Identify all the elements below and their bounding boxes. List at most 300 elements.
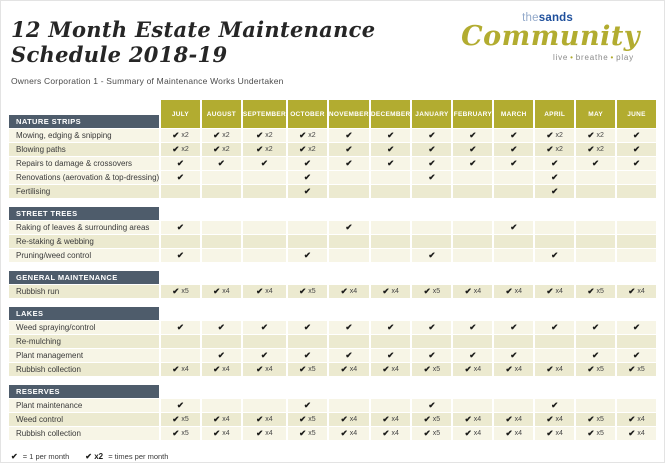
checkmark-icon: ✔ xyxy=(587,130,595,141)
schedule-cell-blowing-paths-october xyxy=(288,143,327,156)
schedule-cell-re-staking-webbing-march xyxy=(494,235,533,248)
row-label-re-mulching: Re-mulching xyxy=(9,335,159,348)
schedule-cell-rubbish-run-october xyxy=(288,285,327,298)
row-label-rubbish-run: Rubbish run xyxy=(9,285,159,298)
schedule-cell-raking-of-leaves-surrounding-areas-august xyxy=(202,221,241,234)
month-header-november: NOVEMBER xyxy=(329,100,369,128)
schedule-cell-weed-control-september xyxy=(243,413,286,426)
row-label-raking-of-leaves-surrounding-areas: Raking of leaves & surrounding areas xyxy=(9,221,159,234)
schedule-cell-renovations-aerovation-top-dressing--april xyxy=(535,171,574,184)
checkmark-icon: ✔ xyxy=(299,364,307,375)
schedule-cell-pruning-weed-control-august xyxy=(202,249,241,262)
checkmark-icon: ✔ xyxy=(172,286,180,297)
schedule-cell-rubbish-run-april xyxy=(535,285,574,298)
schedule-cell-plant-maintenance-december xyxy=(371,399,411,412)
checkmark-icon: ✔ xyxy=(256,144,264,155)
schedule-cell-rubbish-collection-june xyxy=(617,427,656,440)
schedule-cell-mowing-edging-snipping-march xyxy=(494,129,533,142)
checkmark-icon: ✔ xyxy=(176,158,185,169)
checkmark-icon: ✔ xyxy=(303,322,311,333)
schedule-cell-re-mulching-march xyxy=(494,335,533,348)
schedule-cell-blowing-paths-july xyxy=(161,143,200,156)
schedule-cell-re-staking-webbing-june xyxy=(617,235,656,248)
checkmark-icon: ✔ xyxy=(587,286,595,297)
frequency-label: x5 xyxy=(308,366,316,373)
checkmark-icon: ✔ xyxy=(428,322,436,333)
checkmark-icon: ✔ xyxy=(213,364,221,375)
schedule-cell-fertilising-january xyxy=(412,185,451,198)
schedule-cell-plant-maintenance-february xyxy=(453,399,492,412)
checkmark-icon: ✔ xyxy=(382,364,390,375)
frequency-label: x4 xyxy=(555,366,563,373)
frequency-label: x5 xyxy=(181,416,189,423)
page-title: 12 Month Estate Maintenance Schedule 2018-19 xyxy=(11,17,376,67)
schedule-cell-repairs-to-damage-crossovers-november xyxy=(329,157,369,170)
checkmark-icon: ✔ xyxy=(176,322,185,333)
checkmark-icon: ✔ xyxy=(345,144,353,155)
checkmark-icon: ✔ xyxy=(423,414,431,425)
legend-item xyxy=(11,452,69,461)
frequency-label: x2 xyxy=(181,146,189,153)
frequency-label: x4 xyxy=(473,366,482,373)
section-header-cell xyxy=(9,100,159,128)
schedule-cell-rubbish-collection-february xyxy=(453,363,492,376)
checkmark-icon: ✔ xyxy=(172,428,180,439)
schedule-cell-re-staking-webbing-february xyxy=(453,235,492,248)
schedule-cell-weed-control-november xyxy=(329,413,369,426)
schedule-cell-weed-spraying-control-november xyxy=(329,321,369,334)
frequency-label: x5 xyxy=(181,288,189,295)
frequency-label: x4 xyxy=(349,416,358,423)
checkmark-icon: ✔ xyxy=(428,158,436,169)
logo-tagline xyxy=(461,54,640,62)
section-header-reserves: RESERVES xyxy=(9,385,159,398)
schedule-cell-plant-maintenance-october xyxy=(288,399,327,412)
schedule-cell-renovations-aerovation-top-dressing--november xyxy=(329,171,369,184)
schedule-cell-rubbish-collection-february xyxy=(453,427,492,440)
section-header-filler xyxy=(161,307,656,320)
schedule-cell-repairs-to-damage-crossovers-july xyxy=(161,157,200,170)
schedule-cell-rubbish-collection-december xyxy=(371,427,411,440)
checkmark-icon: ✔ xyxy=(469,350,477,361)
row-label-re-staking-webbing: Re-staking & webbing xyxy=(9,235,159,248)
frequency-label: x4 xyxy=(222,430,230,437)
schedule-cell-weed-spraying-control-september xyxy=(243,321,286,334)
row-label-repairs-to-damage-crossovers: Repairs to damage & crossovers xyxy=(9,157,159,170)
checkmark-icon: ✔ xyxy=(256,428,264,439)
schedule-cell-rubbish-collection-april xyxy=(535,363,574,376)
checkmark-icon: ✔ xyxy=(260,350,268,361)
checkmark-icon: ✔ xyxy=(387,144,395,155)
frequency-label: x2 xyxy=(222,132,230,139)
schedule-cell-re-staking-webbing-april xyxy=(535,235,574,248)
schedule-cell-blowing-paths-february xyxy=(453,143,492,156)
checkmark-icon: ✔ xyxy=(464,428,472,439)
schedule-cell-re-mulching-october xyxy=(288,335,327,348)
schedule-cell-weed-control-december xyxy=(371,413,411,426)
month-header-july: JULY xyxy=(161,100,200,128)
schedule-cell-rubbish-run-january xyxy=(412,285,451,298)
schedule-cell-repairs-to-damage-crossovers-february xyxy=(453,157,492,170)
frequency-label: x2 xyxy=(308,132,316,139)
schedule-cell-plant-management-october xyxy=(288,349,327,362)
row-label-plant-maintenance: Plant maintenance xyxy=(9,399,159,412)
checkmark-icon: ✔ xyxy=(340,286,348,297)
schedule-cell-plant-maintenance-january xyxy=(412,399,451,412)
frequency-label: x2 xyxy=(265,146,273,153)
checkmark-icon: ✔ xyxy=(256,414,264,425)
schedule-cell-repairs-to-damage-crossovers-august xyxy=(202,157,241,170)
schedule-cell-rubbish-run-june xyxy=(617,285,656,298)
schedule-cell-pruning-weed-control-may xyxy=(576,249,615,262)
schedule-cell-re-staking-webbing-september xyxy=(243,235,286,248)
schedule-cell-fertilising-november xyxy=(329,185,369,198)
schedule-cell-repairs-to-damage-crossovers-march xyxy=(494,157,533,170)
checkmark-icon: ✔ xyxy=(176,172,185,183)
schedule-cell-raking-of-leaves-surrounding-areas-november xyxy=(329,221,369,234)
checkmark-icon: ✔ xyxy=(299,130,307,141)
schedule-cell-weed-spraying-control-april xyxy=(535,321,574,334)
checkmark-icon: ✔ xyxy=(260,158,268,169)
checkmark-icon: ✔ xyxy=(382,414,390,425)
schedule-cell-repairs-to-damage-crossovers-september xyxy=(243,157,286,170)
schedule-cell-pruning-weed-control-january xyxy=(412,249,451,262)
checkmark-icon: ✔ xyxy=(299,144,307,155)
month-header-april: APRIL xyxy=(535,100,574,128)
frequency-label: x2 xyxy=(265,132,273,139)
schedule-cell-plant-maintenance-may xyxy=(576,399,615,412)
section-spacer xyxy=(9,377,656,384)
page-subtitle: Owners Corporation 1 - Summary of Maintenance Works Undertaken xyxy=(11,76,284,86)
checkmark-icon: ✔ xyxy=(587,428,595,439)
schedule-cell-plant-management-august xyxy=(202,349,241,362)
checkmark-icon: ✔ xyxy=(510,144,518,155)
schedule-cell-rubbish-collection-october xyxy=(288,427,327,440)
frequency-label: x2 xyxy=(596,132,604,139)
row-label-weed-control: Weed control xyxy=(9,413,159,426)
schedule-cell-blowing-paths-march xyxy=(494,143,533,156)
month-header-august: AUGUST xyxy=(202,100,241,128)
checkmark-icon: ✔ xyxy=(260,322,268,333)
checkmark-icon: ✔ xyxy=(423,364,431,375)
schedule-cell-pruning-weed-control-june xyxy=(617,249,656,262)
frequency-label: x4 xyxy=(391,430,399,437)
frequency-label: x2 xyxy=(555,132,563,139)
schedule-cell-pruning-weed-control-november xyxy=(329,249,369,262)
checkmark-icon: ✔ xyxy=(628,364,636,375)
checkmark-icon: ✔ xyxy=(303,158,311,169)
checkmark-icon: ✔ xyxy=(505,414,513,425)
schedule-cell-plant-management-june xyxy=(617,349,656,362)
checkmark-icon: ✔ x2 xyxy=(85,452,104,461)
schedule-cell-weed-spraying-control-january xyxy=(412,321,451,334)
checkmark-icon: ✔ xyxy=(546,144,554,155)
schedule-cell-mowing-edging-snipping-june xyxy=(617,129,656,142)
row-label-renovations-aerovation-top-dressing-: Renovations (aerovation & top-dressing) xyxy=(9,171,159,184)
schedule-cell-renovations-aerovation-top-dressing--december xyxy=(371,171,411,184)
checkmark-icon: ✔ xyxy=(587,364,595,375)
logo-sands-text: sands xyxy=(538,12,573,24)
schedule-cell-raking-of-leaves-surrounding-areas-january xyxy=(412,221,451,234)
schedule-cell-rubbish-run-december xyxy=(371,285,411,298)
checkmark-icon: ✔ xyxy=(428,172,436,183)
schedule-cell-pruning-weed-control-october xyxy=(288,249,327,262)
schedule-cell-pruning-weed-control-march xyxy=(494,249,533,262)
schedule-cell-weed-spraying-control-march xyxy=(494,321,533,334)
schedule-cell-renovations-aerovation-top-dressing--february xyxy=(453,171,492,184)
frequency-label: x4 xyxy=(514,288,523,295)
schedule-cell-weed-spraying-control-july xyxy=(161,321,200,334)
schedule-cell-fertilising-june xyxy=(617,185,656,198)
frequency-label: x4 xyxy=(473,416,482,423)
schedule-cell-fertilising-march xyxy=(494,185,533,198)
schedule-cell-raking-of-leaves-surrounding-areas-april xyxy=(535,221,574,234)
section-spacer xyxy=(9,263,656,270)
logo-community-script: Community xyxy=(461,20,640,52)
checkmark-icon: ✔ xyxy=(387,350,395,361)
schedule-cell-re-mulching-january xyxy=(412,335,451,348)
schedule-cell-plant-maintenance-july xyxy=(161,399,200,412)
legend-item xyxy=(85,452,168,461)
checkmark-icon: ✔ xyxy=(551,158,559,169)
checkmark-icon: ✔ xyxy=(217,350,225,361)
checkmark-icon: ✔ xyxy=(505,286,513,297)
frequency-label: x4 xyxy=(391,366,399,373)
schedule-cell-repairs-to-damage-crossovers-may xyxy=(576,157,615,170)
checkmark-icon: ✔ xyxy=(628,428,636,439)
checkmark-icon: ✔ xyxy=(551,172,559,183)
frequency-label: x5 xyxy=(432,288,441,295)
schedule-cell-plant-maintenance-june xyxy=(617,399,656,412)
frequency-label: x4 xyxy=(265,366,273,373)
schedule-cell-mowing-edging-snipping-december xyxy=(371,129,411,142)
schedule-cell-raking-of-leaves-surrounding-areas-september xyxy=(243,221,286,234)
checkmark-icon: ✔ xyxy=(469,322,477,333)
schedule-cell-renovations-aerovation-top-dressing--may xyxy=(576,171,615,184)
checkmark-icon: ✔ xyxy=(172,130,180,141)
section-header-filler xyxy=(161,385,656,398)
schedule-cell-fertilising-may xyxy=(576,185,615,198)
row-label-weed-spraying-control: Weed spraying/control xyxy=(9,321,159,334)
schedule-cell-blowing-paths-september xyxy=(243,143,286,156)
schedule-cell-rubbish-run-march xyxy=(494,285,533,298)
checkmark-icon: ✔ xyxy=(587,414,595,425)
schedule-cell-weed-spraying-control-august xyxy=(202,321,241,334)
checkmark-icon: ✔ xyxy=(592,158,600,169)
checkmark-icon: ✔ xyxy=(340,428,348,439)
checkmark-icon: ✔ xyxy=(469,158,477,169)
schedule-cell-repairs-to-damage-crossovers-october xyxy=(288,157,327,170)
frequency-label: x4 xyxy=(349,366,358,373)
checkmark-icon: ✔ xyxy=(428,144,436,155)
section-header-street-trees: STREET TREES xyxy=(9,207,159,220)
schedule-cell-re-mulching-may xyxy=(576,335,615,348)
checkmark-icon: ✔ xyxy=(464,364,472,375)
frequency-label: x5 xyxy=(308,288,316,295)
schedule-cell-weed-spraying-control-december xyxy=(371,321,411,334)
frequency-label: x4 xyxy=(637,416,645,423)
schedule-cell-pruning-weed-control-september xyxy=(243,249,286,262)
schedule-cell-weed-spraying-control-june xyxy=(617,321,656,334)
checkmark-icon: ✔ xyxy=(510,322,518,333)
checkmark-icon: ✔ xyxy=(505,428,513,439)
schedule-cell-fertilising-february xyxy=(453,185,492,198)
frequency-label: x4 xyxy=(265,288,273,295)
schedule-cell-re-mulching-december xyxy=(371,335,411,348)
frequency-label: x4 xyxy=(222,416,230,423)
legend-text: = times per month xyxy=(106,452,169,461)
month-header-june: JUNE xyxy=(617,100,656,128)
schedule-cell-blowing-paths-may xyxy=(576,143,615,156)
schedule-cell-mowing-edging-snipping-february xyxy=(453,129,492,142)
schedule-cell-pruning-weed-control-april xyxy=(535,249,574,262)
schedule-cell-mowing-edging-snipping-august xyxy=(202,129,241,142)
schedule-cell-re-staking-webbing-january xyxy=(412,235,451,248)
checkmark-icon: ✔ xyxy=(464,414,472,425)
checkmark-icon: ✔ xyxy=(213,144,221,155)
checkmark-icon: ✔ xyxy=(510,130,518,141)
checkmark-icon: ✔ xyxy=(303,350,311,361)
schedule-cell-rubbish-collection-november xyxy=(329,427,369,440)
tagline-bullet-icon: • xyxy=(570,52,574,62)
schedule-cell-re-mulching-september xyxy=(243,335,286,348)
schedule-cell-rubbish-run-february xyxy=(453,285,492,298)
schedule-cell-re-staking-webbing-may xyxy=(576,235,615,248)
schedule-cell-plant-maintenance-august xyxy=(202,399,241,412)
frequency-label: x4 xyxy=(265,416,273,423)
checkmark-icon: ✔ xyxy=(213,428,221,439)
frequency-label: x4 xyxy=(514,416,523,423)
checkmark-icon: ✔ xyxy=(551,400,559,411)
schedule-cell-repairs-to-damage-crossovers-january xyxy=(412,157,451,170)
schedule-cell-blowing-paths-november xyxy=(329,143,369,156)
row-label-pruning-weed-control: Pruning/weed control xyxy=(9,249,159,262)
checkmark-icon: ✔ xyxy=(256,286,264,297)
schedule-cell-plant-management-march xyxy=(494,349,533,362)
frequency-label: x2 xyxy=(181,132,189,139)
checkmark-icon: ✔ xyxy=(464,286,472,297)
schedule-cell-fertilising-april xyxy=(535,185,574,198)
schedule-cell-pruning-weed-control-february xyxy=(453,249,492,262)
schedule-cell-pruning-weed-control-july xyxy=(161,249,200,262)
frequency-label: x4 xyxy=(265,430,273,437)
table-legend xyxy=(11,452,664,461)
frequency-label: x5 xyxy=(637,366,645,373)
row-label-rubbish-collection: Rubbish collection xyxy=(9,427,159,440)
section-header-lakes: LAKES xyxy=(9,307,159,320)
checkmark-icon: ✔ xyxy=(423,286,431,297)
schedule-cell-rubbish-collection-august xyxy=(202,427,241,440)
schedule-cell-fertilising-july xyxy=(161,185,200,198)
checkmark-icon: ✔ xyxy=(546,364,554,375)
checkmark-icon: ✔ xyxy=(303,400,311,411)
schedule-cell-rubbish-collection-september xyxy=(243,363,286,376)
schedule-cell-renovations-aerovation-top-dressing--october xyxy=(288,171,327,184)
checkmark-icon: ✔ xyxy=(256,130,264,141)
checkmark-icon: ✔ xyxy=(340,364,348,375)
schedule-cell-plant-maintenance-march xyxy=(494,399,533,412)
month-header-february: FEBRUARY xyxy=(453,100,492,128)
section-header-general-maintenance: GENERAL MAINTENANCE xyxy=(9,271,159,284)
schedule-cell-repairs-to-damage-crossovers-april xyxy=(535,157,574,170)
schedule-cell-rubbish-collection-may xyxy=(576,363,615,376)
logo-the-text: the xyxy=(522,12,539,24)
checkmark-icon: ✔ xyxy=(505,364,513,375)
schedule-cell-pruning-weed-control-december xyxy=(371,249,411,262)
checkmark-icon: ✔ xyxy=(423,428,431,439)
schedule-cell-rubbish-run-november xyxy=(329,285,369,298)
checkmark-icon: ✔ xyxy=(213,414,221,425)
schedule-cell-blowing-paths-december xyxy=(371,143,411,156)
schedule-cell-blowing-paths-june xyxy=(617,143,656,156)
schedule-cell-weed-spraying-control-february xyxy=(453,321,492,334)
checkmark-icon: ✔ xyxy=(551,322,559,333)
checkmark-icon: ✔ xyxy=(303,186,311,197)
schedule-cell-weed-control-april xyxy=(535,413,574,426)
row-label-mowing-edging-snipping: Mowing, edging & snipping xyxy=(9,129,159,142)
tagline-word-play: play xyxy=(616,52,634,62)
schedule-cell-renovations-aerovation-top-dressing--june xyxy=(617,171,656,184)
checkmark-icon: ✔ xyxy=(176,400,185,411)
schedule-cell-raking-of-leaves-surrounding-areas-may xyxy=(576,221,615,234)
frequency-label: x5 xyxy=(308,416,316,423)
schedule-cell-plant-management-september xyxy=(243,349,286,362)
schedule-cell-plant-management-november xyxy=(329,349,369,362)
frequency-label: x4 xyxy=(473,430,482,437)
row-label-plant-management: Plant management xyxy=(9,349,159,362)
schedule-cell-mowing-edging-snipping-october xyxy=(288,129,327,142)
checkmark-icon: ✔ xyxy=(546,428,554,439)
frequency-label: x5 xyxy=(308,430,316,437)
checkmark-icon: ✔ xyxy=(11,452,18,461)
schedule-cell-mowing-edging-snipping-september xyxy=(243,129,286,142)
schedule-cell-rubbish-run-july xyxy=(161,285,200,298)
frequency-label: x4 xyxy=(555,430,563,437)
checkmark-icon: ✔ xyxy=(387,158,395,169)
schedule-cell-fertilising-september xyxy=(243,185,286,198)
schedule-cell-plant-management-july xyxy=(161,349,200,362)
schedule-cell-weed-control-august xyxy=(202,413,241,426)
frequency-label: x5 xyxy=(596,288,604,295)
row-label-fertilising: Fertilising xyxy=(9,185,159,198)
schedule-cell-rubbish-run-september xyxy=(243,285,286,298)
section-header-filler xyxy=(161,207,656,220)
checkmark-icon: ✔ xyxy=(299,286,307,297)
checkmark-icon: ✔ xyxy=(428,130,436,141)
frequency-label: x4 xyxy=(391,288,399,295)
checkmark-icon: ✔ xyxy=(632,144,641,155)
checkmark-icon: ✔ xyxy=(172,144,180,155)
checkmark-icon: ✔ xyxy=(632,130,641,141)
section-header-nature-strips: NATURE STRIPS xyxy=(9,115,159,128)
frequency-label: x5 xyxy=(432,430,441,437)
checkmark-icon: ✔ xyxy=(213,130,221,141)
schedule-cell-renovations-aerovation-top-dressing--august xyxy=(202,171,241,184)
checkmark-icon: ✔ xyxy=(387,130,395,141)
schedule-cell-raking-of-leaves-surrounding-areas-june xyxy=(617,221,656,234)
checkmark-icon: ✔ xyxy=(303,250,311,261)
checkmark-icon: ✔ xyxy=(345,130,353,141)
schedule-cell-weed-spraying-control-october xyxy=(288,321,327,334)
frequency-label: x2 xyxy=(308,146,316,153)
schedule-cell-rubbish-collection-january xyxy=(412,363,451,376)
schedule-cell-blowing-paths-april xyxy=(535,143,574,156)
schedule-cell-weed-control-july xyxy=(161,413,200,426)
schedule-cell-renovations-aerovation-top-dressing--january xyxy=(412,171,451,184)
checkmark-icon: ✔ xyxy=(632,350,641,361)
schedule-cell-re-mulching-february xyxy=(453,335,492,348)
schedule-cell-re-staking-webbing-december xyxy=(371,235,411,248)
